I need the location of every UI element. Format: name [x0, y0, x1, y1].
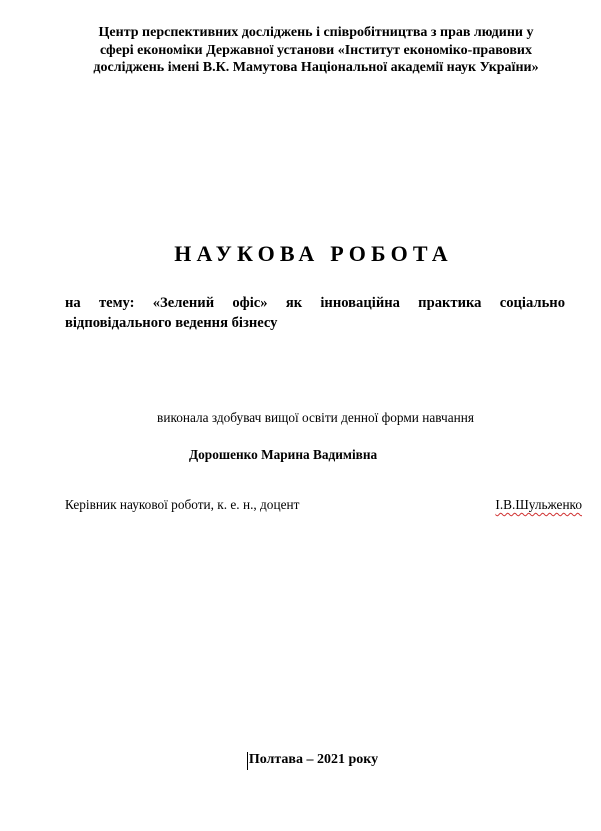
supervisor-label: Керівник наукової роботи, к. е. н., доцент: [65, 497, 300, 512]
institution-header-line: сфері економіки Державної установи «Інститут економіко-правових: [100, 42, 532, 58]
text-cursor: [247, 752, 248, 770]
topic-paragraph: [65, 293, 565, 333]
supervisor-name: І.В.Шульженко: [495, 497, 582, 512]
topic-line: на тему: «Зелений офіс» як інноваційна практика соціально: [65, 295, 565, 311]
document-title: НАУКОВА РОБОТА: [174, 241, 453, 266]
student-name: Дорошенко Марина Вадимівна: [189, 447, 378, 462]
footer-text-wrap[interactable]: [249, 752, 378, 768]
institution-header: [62, 24, 570, 77]
footer-city-year: [0, 752, 601, 768]
institution-header-line: Центр перспективних досліджень і співробітництва з прав людини у: [98, 25, 534, 40]
topic-line: відповідального ведення бізнесу: [65, 315, 278, 331]
performer-line: виконала здобувач вищої освіти денної форми навчання: [157, 410, 474, 425]
institution-header-line: досліджень імені В.К. Мамутова Національної академії наук України»: [93, 60, 539, 75]
footer-text: Полтава – 2021 року: [248, 752, 379, 767]
